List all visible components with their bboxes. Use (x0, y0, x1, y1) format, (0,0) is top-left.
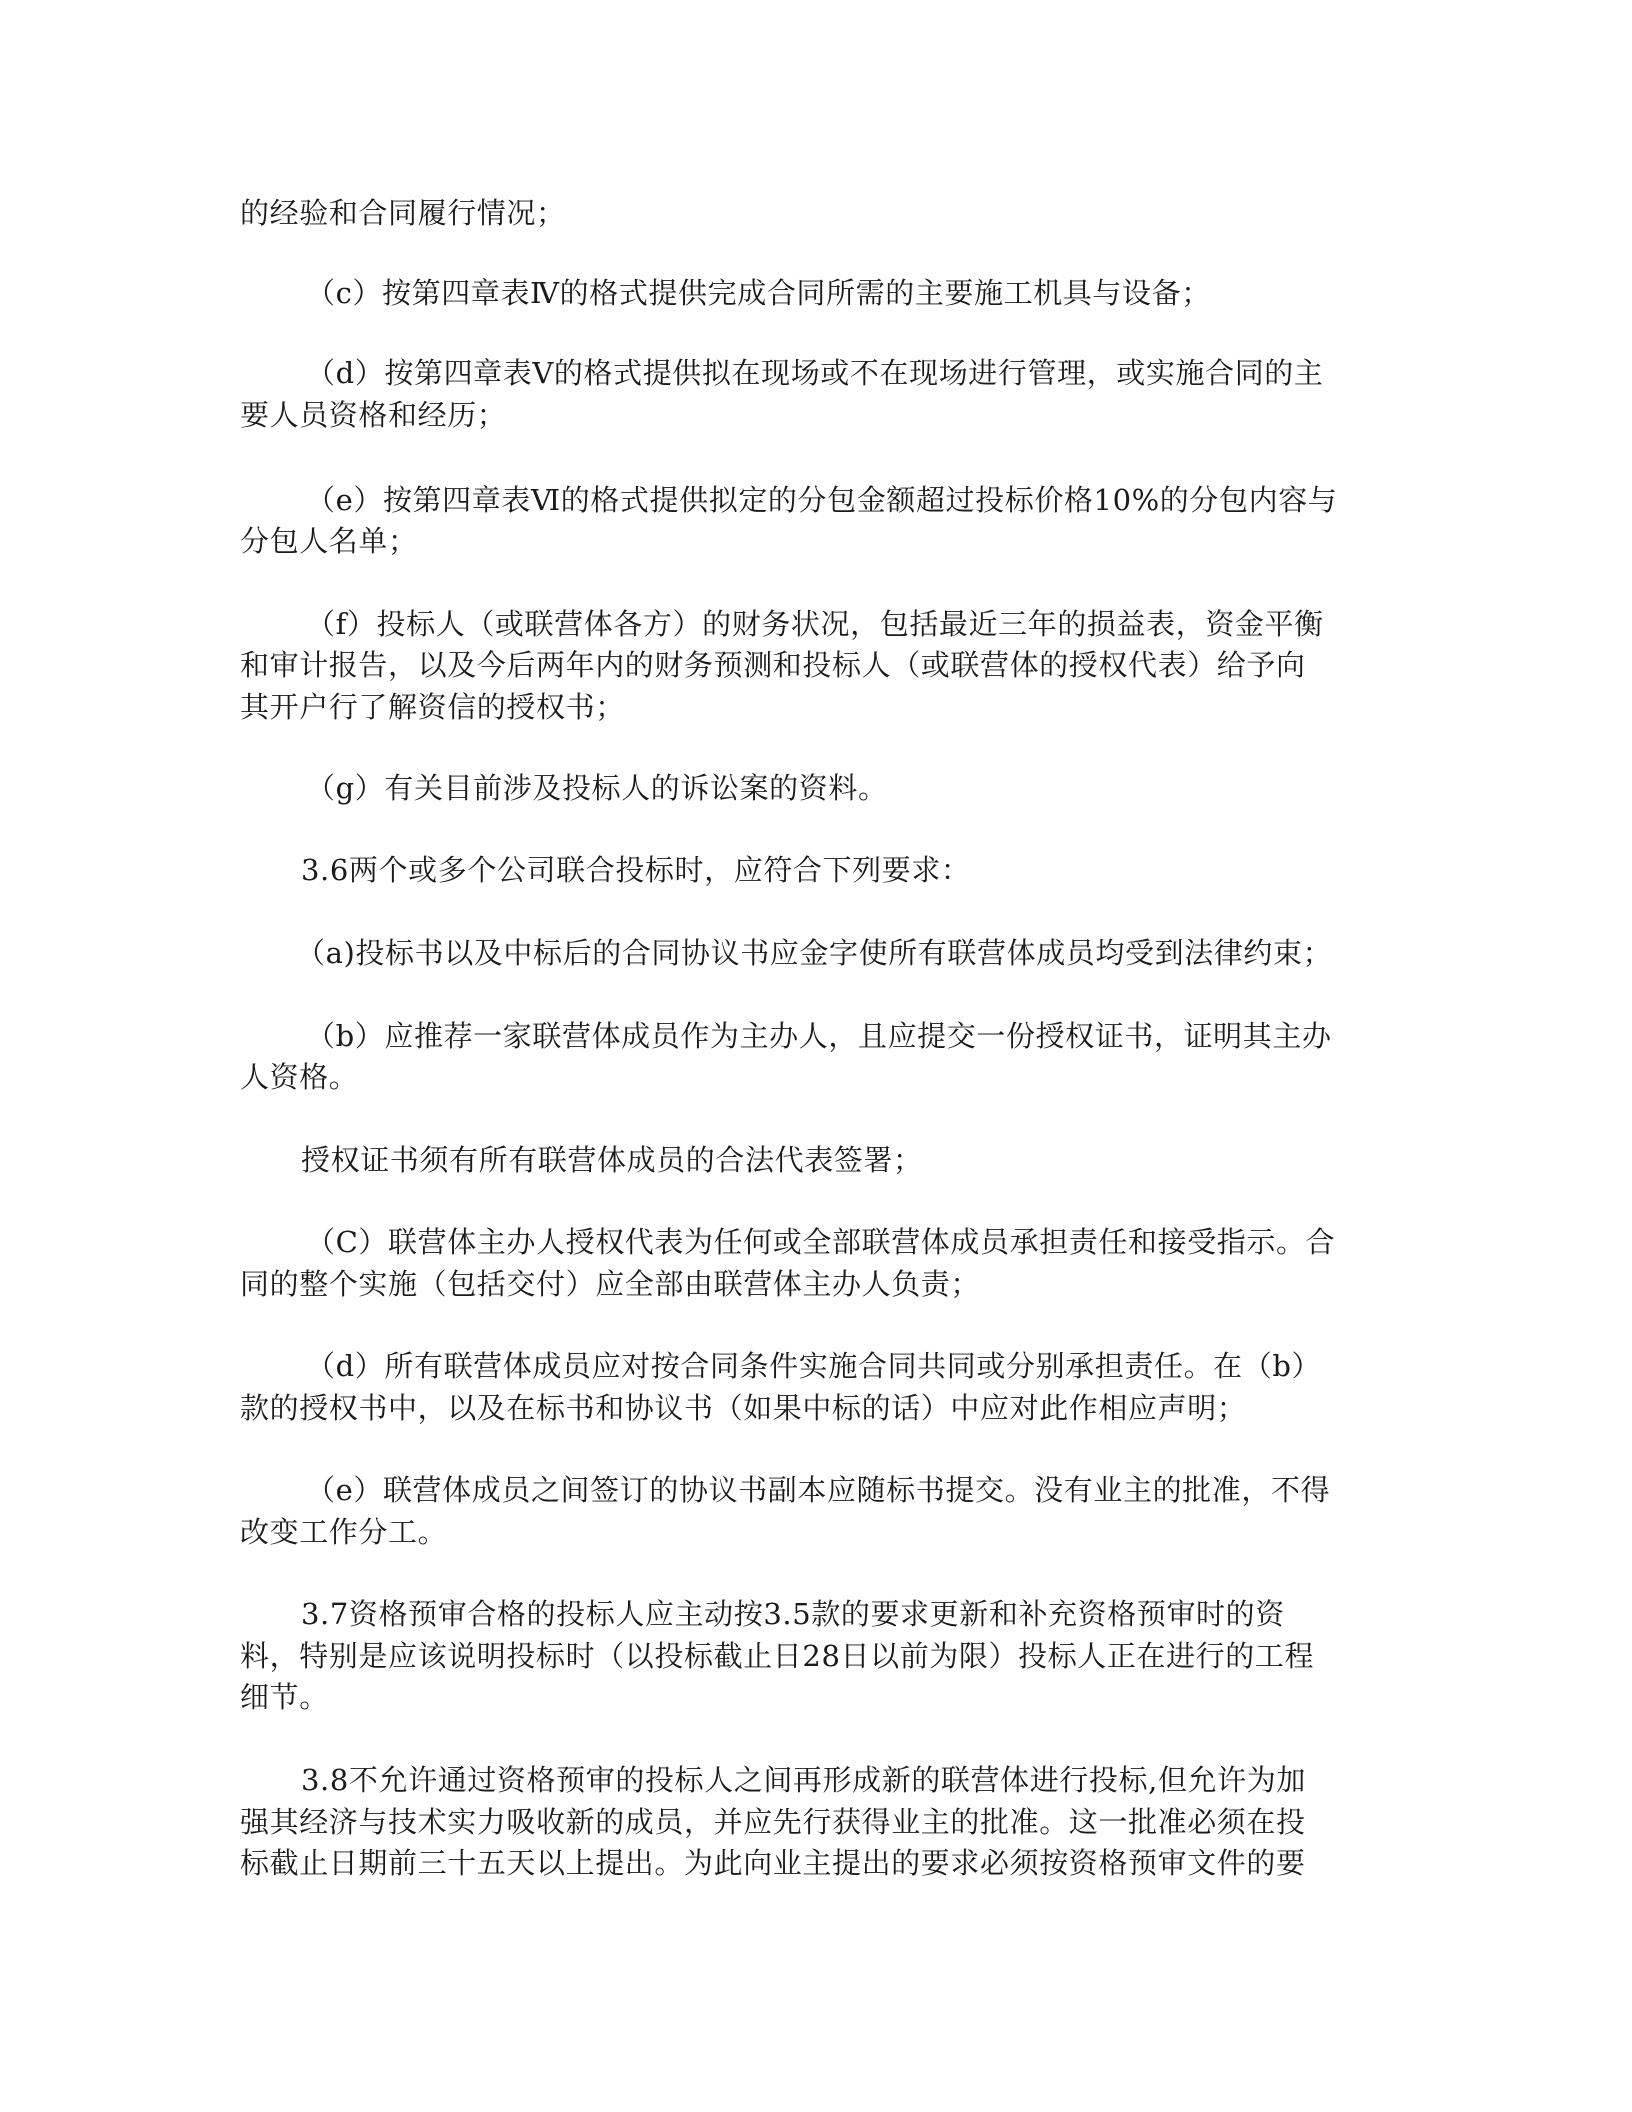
text-line: 同的整个实施（包括交付）应全部由联营体主办人负责； (240, 1267, 981, 1301)
text-line: 强其经济与技术实力吸收新的成员，并应先行获得业主的批准。这一批准必须在投 (240, 1805, 1306, 1839)
text-line: （C）联营体主办人授权代表为任何或全部联营体成员承担责任和接受指示。合 (306, 1225, 1336, 1259)
text-line: 的经验和合同履行情况； (240, 196, 566, 230)
text-line: （b）应推荐一家联营体成员作为主办人，且应提交一份授权证书，证明其主办 (306, 1019, 1332, 1053)
text-line: 分包人名单； (240, 524, 418, 558)
text-line: 标截止日期前三十五天以上提出。为此向业主提出的要求必须按资格预审文件的要 (240, 1846, 1306, 1880)
text-line: （e）联营体成员之间签订的协议书副本应随标书提交。没有业主的批准，不得 (306, 1473, 1331, 1507)
text-line: 改变工作分工。 (240, 1515, 448, 1549)
text-line: （d）按第四章表Ⅴ的格式提供拟在现场或不在现场进行管理，或实施合同的主 (306, 356, 1324, 390)
text-line: （e）按第四章表Ⅵ的格式提供拟定的分包金额超过投标价格10%的分包内容与 (306, 483, 1338, 517)
text-line: （f）投标人（或联营体各方）的财务状况，包括最近三年的损益表，资金平衡 (306, 607, 1324, 641)
text-line: 料，特别是应该说明投标时（以投标截止日28日以前为限）投标人正在进行的工程 (240, 1639, 1315, 1673)
text-line: 和审计报告，以及今后两年内的财务预测和投标人（或联营体的授权代表）给予向 (240, 648, 1306, 682)
text-line: 细节。 (240, 1680, 329, 1714)
text-line: （g）有关目前涉及投标人的诉讼案的资料。 (306, 771, 888, 805)
text-line: 3.7资格预审合格的投标人应主动按3.5款的要求更新和补充资格预审时的资 (301, 1597, 1285, 1631)
text-line: 3.6两个或多个公司联合投标时，应符合下列要求： (301, 853, 971, 887)
text-line: 款的授权书中，以及在标书和协议书（如果中标的话）中应对此作相应声明； (240, 1391, 1247, 1425)
text-line: （a)投标书以及中标后的合同协议书应金字使所有联营体成员均受到法律约束； (296, 936, 1333, 970)
text-line: （c）按第四章表Ⅳ的格式提供完成合同所需的主要施工机具与设备； (306, 276, 1211, 310)
text-line: 3.8不允许通过资格预审的投标人之间再形成新的联营体进行投标,但允许为加 (301, 1763, 1306, 1797)
text-line: 人资格。 (240, 1060, 359, 1094)
text-line: 要人员资格和经历； (240, 398, 507, 432)
text-line: 其开户行了解资信的授权书； (240, 690, 625, 724)
text-line: （d）所有联营体成员应对按合同条件实施合同共同或分别承担责任。在（b） (306, 1349, 1322, 1383)
text-line: 授权证书须有所有联营体成员的合法代表签署； (301, 1143, 923, 1177)
